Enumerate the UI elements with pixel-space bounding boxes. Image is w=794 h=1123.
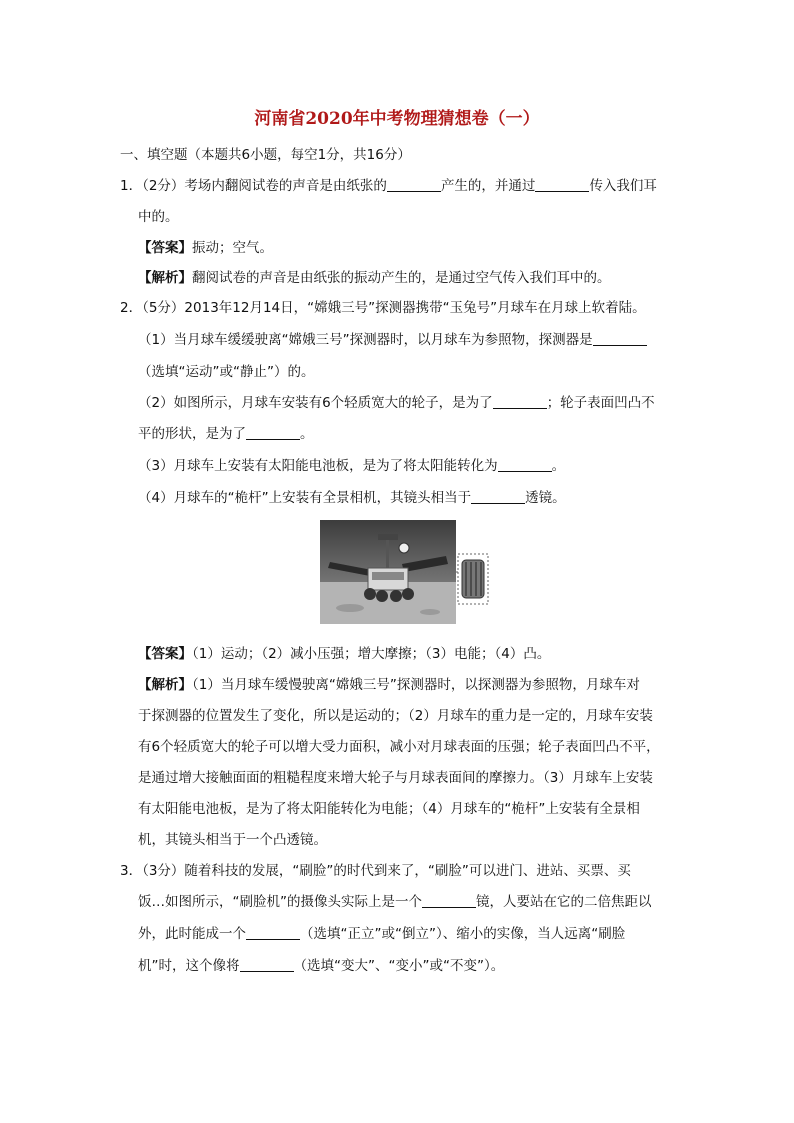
q3-text-f: （选填“变大”、“变小”或“不变”）。 <box>293 958 505 974</box>
q2-p2-text-d: 。 <box>300 426 314 442</box>
q3-line3 <box>138 924 625 944</box>
q3-text-a: 饭…如图所示，“刷脸机”的摄像头实际上是一个 <box>138 894 422 910</box>
lunar-rover-figure <box>320 520 490 624</box>
answer-text: （1）运动；（2）减小压强；增大摩擦；（3）电能；（4）凸。 <box>192 646 551 662</box>
q1-text-a: 1．（2分）考场内翻阅试卷的声音是由纸张的 <box>120 178 387 194</box>
q2-part1 <box>138 330 647 350</box>
q2-p2-text-c: 平的形状，是为了 <box>138 426 246 442</box>
q2-analysis-line6: 机，其镜头相当于一个凸透镜。 <box>138 832 327 848</box>
q1-analysis <box>138 268 611 288</box>
q2-part4 <box>138 488 566 508</box>
question-3: 3．（3分）随着科技的发展，“刷脸”的时代到来了，“刷脸”可以进门、进站、买票、买 <box>120 863 631 879</box>
q1-text-c: 传入我们耳 <box>589 178 657 194</box>
q2-p2-text-b: ；轮子表面凹凸不 <box>546 395 655 411</box>
q2-p4-text-b: 透镜。 <box>525 490 566 506</box>
blank[interactable] <box>498 457 552 472</box>
q2-p3-text-b: 。 <box>551 458 566 474</box>
q2-analysis-line1 <box>138 675 640 695</box>
blank[interactable] <box>387 177 441 192</box>
blank[interactable] <box>471 489 525 504</box>
blank[interactable] <box>246 425 300 440</box>
q3-line4 <box>138 956 504 976</box>
q2-analysis-line2: 于探测器的位置发生了变化，所以是运动的；（2）月球车的重力是一定的，月球车安装 <box>138 708 653 724</box>
q3-text-c: 外，此时能成一个 <box>138 926 246 942</box>
q2-analysis-line3: 有6个轻质宽大的轮子可以增大受力面积，减小对月球表面的压强；轮子表面凹凸不平， <box>138 739 660 755</box>
q2-analysis-line4: 是通过增大接触面面的粗糙程度来增大轮子与月球表面间的摩擦力。（3）月球车上安装 <box>138 770 653 786</box>
answer-tag: 【答案】 <box>138 240 192 256</box>
q3-text-b: 镜，人要站在它的二倍焦距以 <box>476 894 652 910</box>
analysis-text: （1）当月球车缓慢驶离“嫦娥三号”探测器时，以探测器为参照物，月球车对 <box>192 677 640 693</box>
blank[interactable] <box>535 177 589 192</box>
q3-text-e: 机”时，这个像将 <box>138 958 240 974</box>
blank[interactable] <box>493 394 547 409</box>
q2-part1-cont: （选填“运动”或“静止”）的。 <box>138 364 315 380</box>
section-heading: 一、填空题（本题共6小题，每空1分，共16分） <box>120 147 411 163</box>
question-2: 2．（5分）2013年12月14日，“嫦娥三号”探测器携带“玉兔号”月球车在月球上软着陆。 <box>120 300 646 316</box>
answer-text: 振动；空气。 <box>192 240 273 256</box>
question-1 <box>120 176 657 196</box>
q2-part2 <box>138 393 655 413</box>
q2-part3 <box>138 456 565 476</box>
blank[interactable] <box>240 957 294 972</box>
blank[interactable] <box>593 331 647 346</box>
q3-text-d: （选填“正立”或“倒立”）、缩小的实像，当人远离“刷脸 <box>300 926 626 942</box>
q1-line2: 中的。 <box>138 209 179 225</box>
q2-analysis-line5: 有太阳能电池板，是为了将太阳能转化为电能；（4）月球车的“桅杆”上安装有全景相 <box>138 801 640 817</box>
q3-line2 <box>138 892 652 912</box>
q2-p1-text: （1）当月球车缓缓驶离“嫦娥三号”探测器时，以月球车为参照物，探测器是 <box>138 332 593 348</box>
blank[interactable] <box>246 925 300 940</box>
q2-p2-text-a: （2）如图所示，月球车安装有6个轻质宽大的轮子，是为了 <box>138 395 493 411</box>
q1-answer <box>138 238 273 258</box>
q2-answer <box>138 644 550 664</box>
answer-tag: 【答案】 <box>138 646 192 662</box>
q2-p4-text-a: （4）月球车的“桅杆”上安装有全景相机，其镜头相当于 <box>138 490 472 506</box>
analysis-text: 翻阅试卷的声音是由纸张的振动产生的，是通过空气传入我们耳中的。 <box>192 270 611 286</box>
q2-p3-text-a: （3）月球车上安装有太阳能电池板，是为了将太阳能转化为 <box>138 458 498 474</box>
blank[interactable] <box>422 893 476 908</box>
q1-text-b: 产生的，并通过 <box>440 178 536 194</box>
page-title: 河南省2020年中考物理猜想卷（一） <box>254 109 540 129</box>
analysis-tag: 【解析】 <box>138 677 192 693</box>
q2-part2-cont <box>138 424 314 444</box>
analysis-tag: 【解析】 <box>138 270 192 286</box>
